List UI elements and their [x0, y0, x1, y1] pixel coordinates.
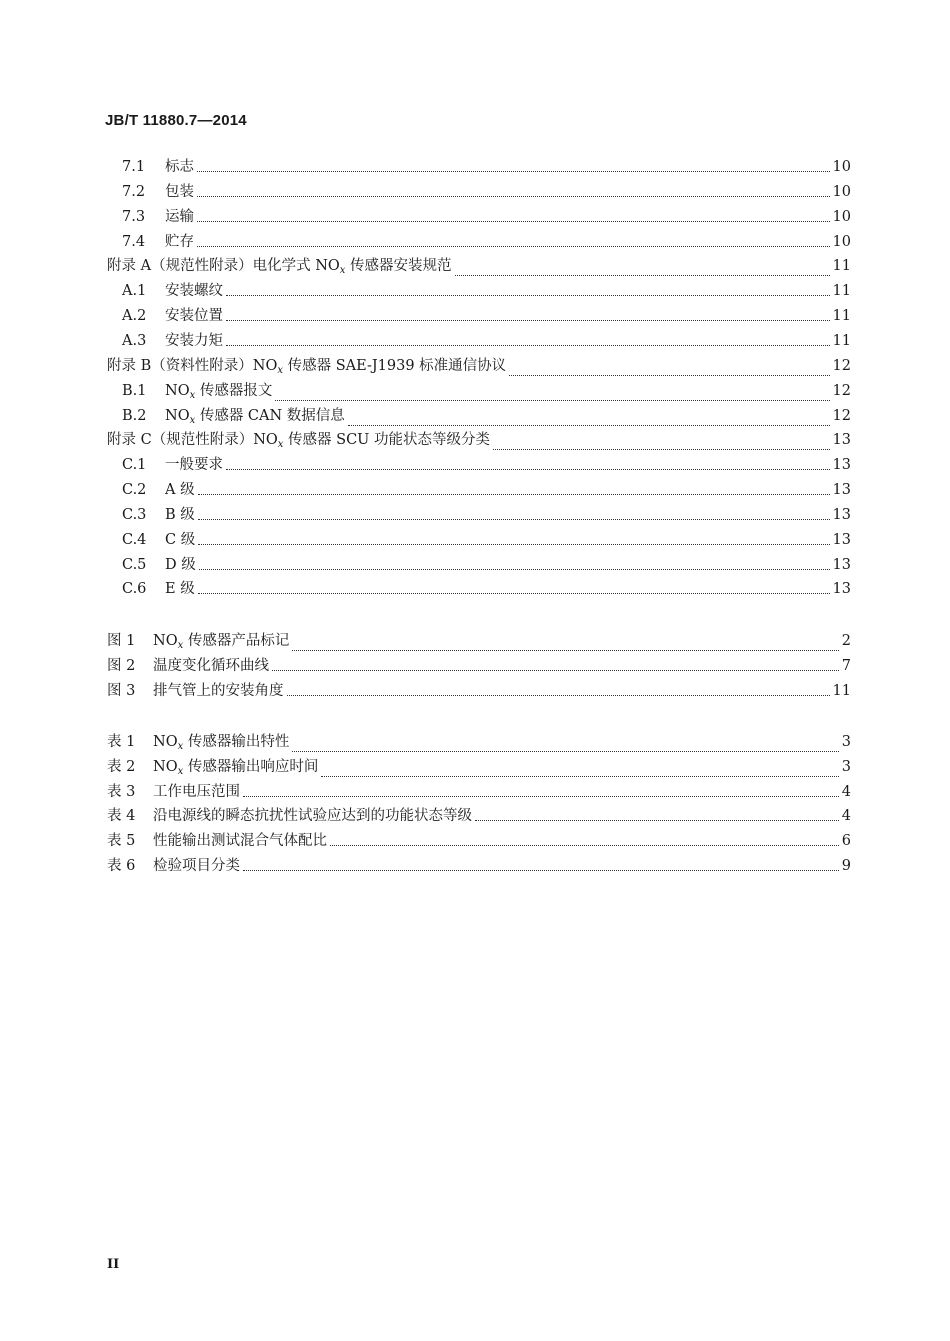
dot-leader — [348, 424, 830, 426]
toc-entry[interactable] — [107, 657, 851, 675]
toc-entry[interactable] — [122, 506, 851, 524]
dot-leader — [275, 399, 829, 401]
toc-entry-page: 11 — [832, 332, 851, 349]
toc-entry-page: 2 — [841, 633, 851, 649]
toc-entry-page: 13 — [832, 556, 851, 573]
toc-entry-page: 13 — [832, 581, 851, 598]
toc-entry-title: $NO_x$ 传感器产品标记 — [153, 633, 290, 651]
toc-entry[interactable] — [107, 857, 851, 875]
toc-entry[interactable] — [107, 632, 851, 655]
toc-entry-title: $NO_x$ 传感器输出响应时间 — [153, 758, 319, 777]
dot-leader — [198, 493, 830, 495]
toc-entry-page: 13 — [832, 432, 851, 449]
toc-entry-page: 13 — [832, 531, 851, 548]
subscript-x: x — [277, 439, 284, 451]
toc-entry-number: 表 4 — [107, 808, 136, 825]
toc-entry-page: 9 — [841, 858, 851, 874]
toc-entry-title: （规范性附录）$NO_x$ 传感器 SCU 功能状态等级分类 — [151, 432, 491, 451]
toc-entry-title: 排气管上的安装角度 — [153, 682, 284, 699]
subscript-x: x — [339, 265, 346, 277]
toc-entry-number: 表 3 — [107, 783, 136, 800]
dot-leader — [197, 245, 830, 247]
toc-entry-page: 11 — [832, 258, 851, 275]
toc-entry[interactable] — [107, 257, 851, 280]
toc-entry[interactable] — [122, 481, 851, 499]
toc-entry-page: 11 — [832, 283, 851, 300]
toc-entry-number: 图 2 — [107, 657, 136, 674]
toc-entry-title: 标志 — [165, 159, 194, 175]
toc-entry-title: B 级 — [165, 506, 195, 523]
toc-entry-title: 包装 — [165, 183, 194, 200]
dot-leader — [455, 274, 830, 276]
toc-entry-number: 表 1 — [107, 734, 136, 750]
toc-entry-number: 附录 A — [107, 258, 152, 275]
toc-entry-number: 附录 C — [107, 432, 152, 449]
toc-entry-title: （规范性附录）电化学式 $NO_x$ 传感器安装规范 — [151, 258, 452, 277]
toc-entry-page: 6 — [841, 833, 851, 850]
toc-entry-page: 12 — [832, 382, 851, 399]
dot-leader — [292, 649, 838, 651]
toc-entry-title: 温度变化循环曲线 — [153, 657, 269, 674]
dot-leader — [198, 543, 829, 545]
dot-leader — [197, 170, 830, 172]
dot-leader — [197, 195, 830, 197]
toc-entry[interactable] — [122, 208, 851, 226]
toc-entry[interactable] — [122, 332, 851, 350]
subscript-x: x — [189, 414, 196, 426]
dot-leader — [198, 518, 830, 520]
toc-entry-title: （资料性附录）$NO_x$ 传感器 SAE-J1939 标准通信协议 — [151, 357, 507, 376]
dot-leader — [197, 220, 830, 222]
toc-entry-number: C.4 — [122, 531, 147, 548]
toc-entry-title: 安装螺纹 — [165, 283, 223, 300]
page-number: II — [107, 1257, 120, 1272]
toc-entry-title: 检验项目分类 — [153, 858, 240, 874]
toc-entry-number: C.3 — [122, 506, 147, 523]
toc-entry-page: 12 — [832, 407, 851, 424]
toc-entry-number: B.1 — [122, 382, 147, 399]
toc-entry[interactable] — [107, 783, 851, 801]
subscript-x: x — [177, 741, 184, 752]
toc-entry-title: $NO_x$ 传感器 CAN 数据信息 — [165, 407, 345, 426]
dot-leader — [199, 568, 830, 570]
dot-leader — [287, 694, 830, 696]
toc-entry-title: A 级 — [165, 482, 195, 499]
toc-entry[interactable] — [122, 407, 851, 430]
toc-entry[interactable] — [107, 758, 851, 781]
dot-leader — [330, 844, 839, 846]
subscript-x: x — [177, 640, 184, 651]
toc-entry[interactable] — [122, 183, 851, 201]
subscript-x: x — [277, 364, 283, 376]
toc-entry-title: 运输 — [165, 208, 194, 225]
toc-entry-page: 10 — [832, 208, 851, 225]
toc-entry[interactable] — [107, 357, 851, 380]
toc-entry-title: 工作电压范围 — [153, 783, 240, 800]
dot-leader — [198, 592, 830, 594]
toc-entry-page: 11 — [832, 308, 851, 325]
dot-leader — [292, 750, 838, 752]
toc-entry-number: 图 1 — [107, 633, 136, 649]
toc-entry-page: 10 — [832, 183, 851, 200]
toc-entry[interactable] — [122, 282, 851, 300]
toc-entry[interactable] — [122, 580, 851, 598]
toc-entry-number: 图 3 — [107, 682, 136, 699]
toc-entry-title: 沿电源线的瞬态抗扰性试验应达到的功能状态等级 — [153, 808, 472, 825]
toc-entry-page: 4 — [841, 808, 851, 825]
dot-leader — [243, 795, 839, 797]
toc-entry-number: B.2 — [122, 407, 147, 424]
toc-entry-title: $NO_x$ 传感器输出特性 — [153, 734, 290, 752]
toc-entry[interactable] — [122, 531, 851, 549]
toc-entry[interactable] — [107, 807, 851, 825]
toc-entry-number: 附录 B — [107, 357, 152, 374]
toc-entry-number: 表 6 — [107, 858, 136, 874]
toc-entry[interactable] — [122, 556, 851, 574]
toc-entry-page: 3 — [841, 734, 851, 750]
toc-entry-page: 12 — [832, 357, 851, 374]
subscript-x: x — [189, 389, 196, 401]
toc-entry[interactable] — [122, 307, 851, 325]
toc-entry[interactable] — [107, 733, 851, 756]
toc-entry-number: C.1 — [122, 457, 147, 474]
toc-entry-page: 13 — [832, 506, 851, 523]
toc-entry-number: C.6 — [122, 581, 147, 598]
dot-leader — [475, 819, 839, 821]
toc-entry-page: 13 — [832, 457, 851, 474]
toc-entry[interactable] — [122, 456, 851, 474]
dot-leader — [226, 294, 830, 296]
dot-leader — [226, 344, 830, 346]
dot-leader — [226, 468, 830, 470]
toc-entry-title: 安装位置 — [165, 308, 223, 325]
toc-entry[interactable] — [107, 682, 851, 700]
toc-entry[interactable] — [122, 158, 851, 176]
dot-leader — [272, 669, 839, 671]
toc-entry-number: A.1 — [122, 283, 147, 300]
toc-entry[interactable] — [122, 382, 851, 405]
toc-entry[interactable] — [107, 431, 851, 454]
toc-entry-page: 10 — [832, 233, 851, 250]
toc-entry-number: C.5 — [122, 556, 147, 573]
toc-entry-number: C.2 — [122, 482, 147, 499]
toc-entry-title: E 级 — [165, 581, 195, 598]
toc-entry-title: C 级 — [165, 531, 196, 548]
toc-entry-page: 4 — [841, 783, 851, 800]
subscript-x: x — [177, 765, 184, 777]
toc-entry-page: 10 — [832, 159, 851, 175]
toc-entry[interactable] — [122, 233, 851, 251]
toc-entry-number: 表 5 — [107, 833, 136, 850]
dot-leader — [509, 374, 829, 376]
toc-entry-page: 13 — [832, 482, 851, 499]
toc-entry[interactable] — [107, 832, 851, 850]
toc-entry-page: 7 — [841, 657, 851, 674]
toc-entry-title: D 级 — [165, 556, 196, 573]
toc-entry-page: 11 — [832, 682, 851, 699]
toc-entry-title: 安装力矩 — [165, 332, 223, 349]
toc-entry-number: A.2 — [122, 308, 147, 325]
toc-entry-number: 7.4 — [122, 233, 146, 250]
toc-entry-number: 7.3 — [122, 208, 146, 225]
dot-leader — [243, 869, 839, 871]
toc-entry-number: 7.1 — [122, 159, 146, 175]
dot-leader — [321, 775, 838, 777]
toc-entry-title: 一般要求 — [165, 457, 223, 474]
toc-entry-title: $NO_x$ 传感器报文 — [165, 382, 273, 401]
toc-entry-page: 3 — [841, 758, 851, 775]
toc-entry-title: 贮存 — [165, 233, 194, 250]
standard-code: JB/T 11880.7—2014 — [105, 112, 247, 129]
toc-entry-number: 7.2 — [122, 183, 146, 200]
dot-leader — [226, 319, 830, 321]
toc-entry-number: A.3 — [122, 332, 147, 349]
dot-leader — [493, 448, 830, 450]
toc-entry-number: 表 2 — [107, 758, 136, 775]
toc-entry-title: 性能输出测试混合气体配比 — [153, 833, 327, 850]
